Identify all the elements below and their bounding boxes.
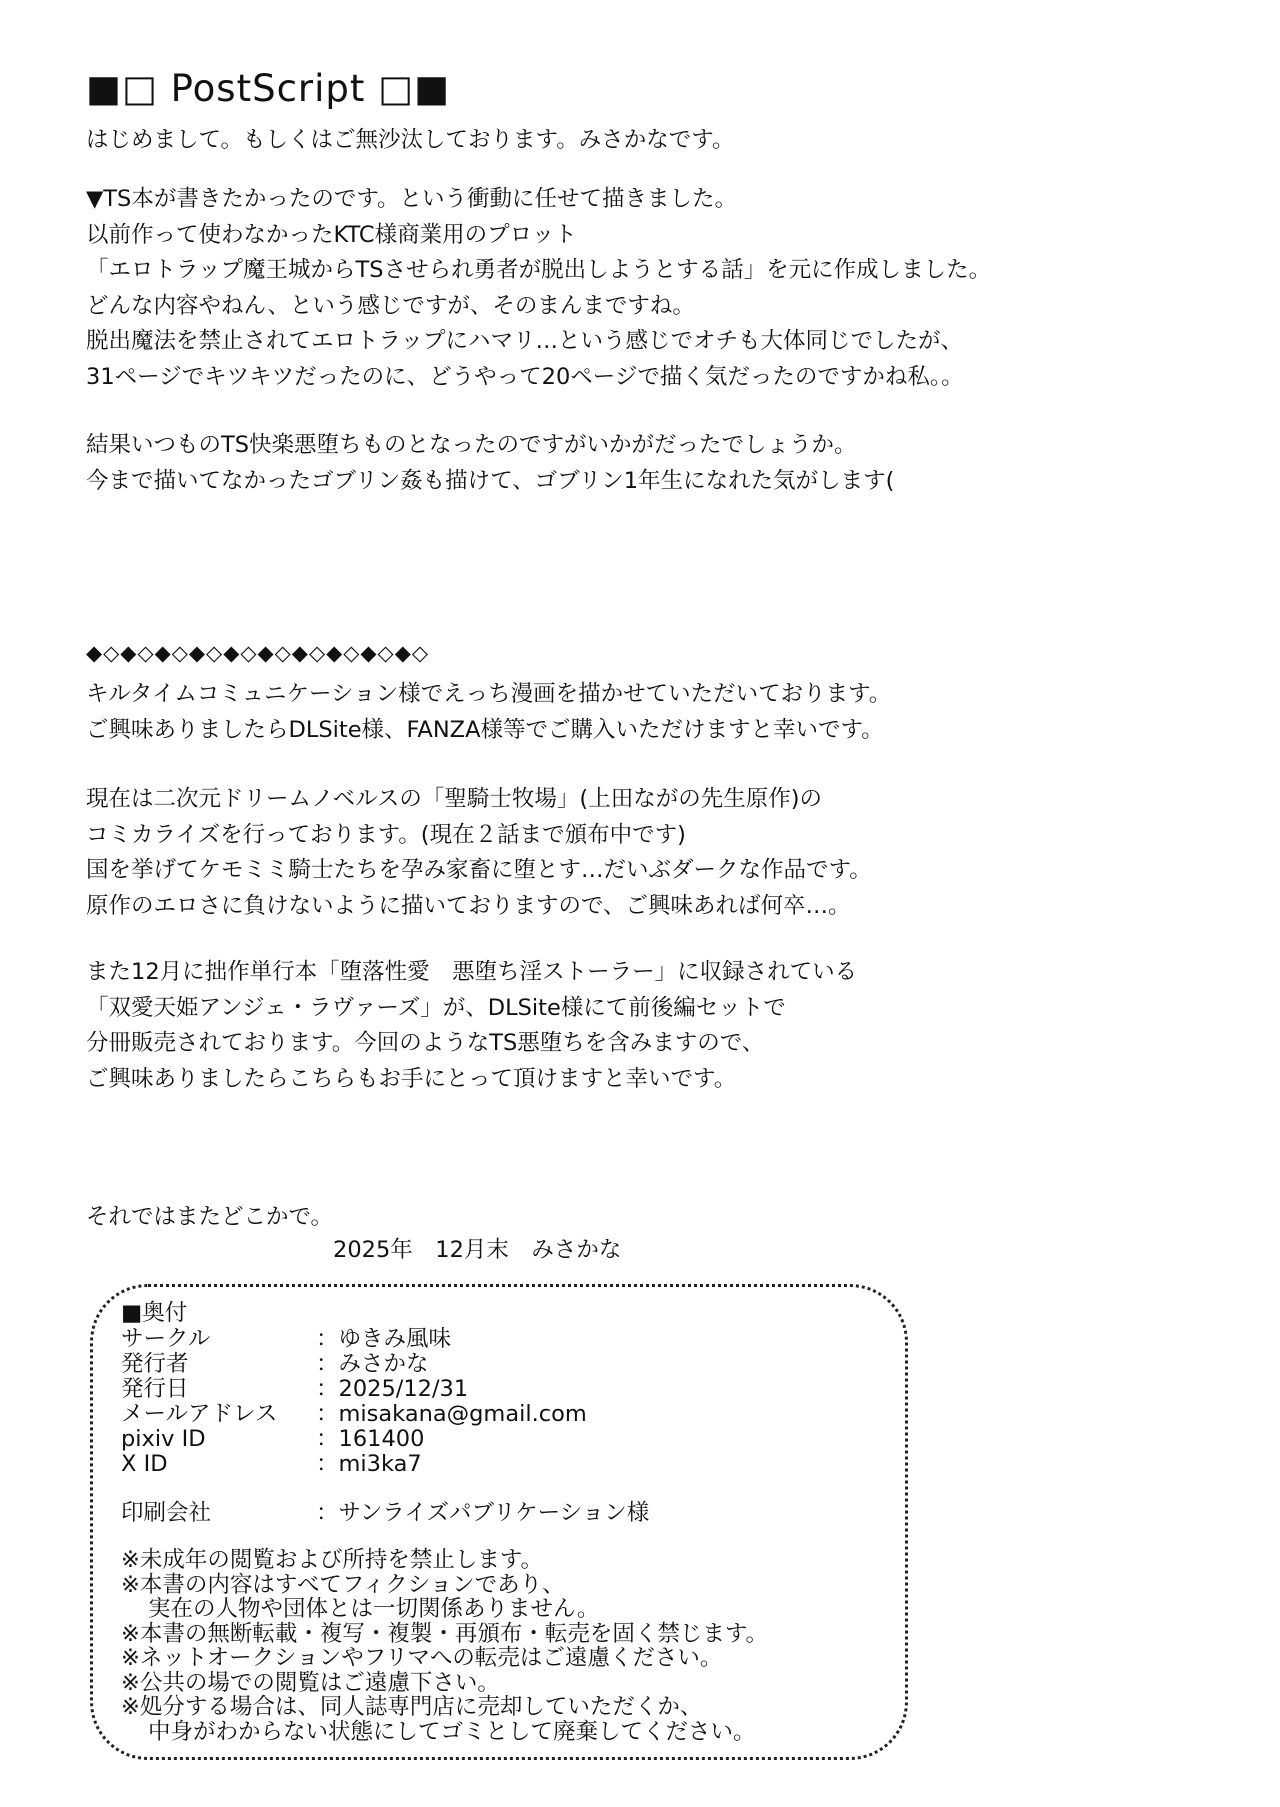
body-line: 「双愛天姫アンジェ・ラヴァーズ」が、DLSite様にて前後編セットで <box>86 994 786 1021</box>
collection-paragraph <box>86 955 857 1097</box>
result-paragraph <box>86 428 894 499</box>
intro-line: はじめまして。もしくはご無沙汰しております。みさかなです。 <box>86 127 735 153</box>
body-line: 結果いつものTS快楽悪堕ちものとなったのですがいかがだったでしょうか。 <box>86 432 857 458</box>
note-line: ※未成年の閲覧および所持を禁止します。 <box>121 1547 544 1573</box>
colophon-key: X ID <box>121 1451 168 1477</box>
body-line: 今まで描いてなかったゴブリン姦も描けて、ゴブリン1年生になれた気がします( <box>86 467 895 494</box>
colophon-key: 印刷会社 <box>121 1500 212 1526</box>
body-line: ▼TS本が書きたかったのです。という衝動に任せて描きました。 <box>86 186 738 212</box>
colophon-value: ：2025/12/31 <box>316 1376 469 1402</box>
motivation-paragraph <box>86 182 991 396</box>
body-line: また12月に拙作単行本「堕落性愛 悪堕ち淫ストーラー」に収録されている <box>86 959 858 985</box>
note-line: ※本書の内容はすべてフィクションであり、 <box>121 1571 565 1598</box>
colophon-key: メールアドレス <box>121 1401 278 1427</box>
note-line: ※ネットオークションやフリマへの転売はご遠慮ください。 <box>121 1645 723 1671</box>
closing-paragraph <box>86 1200 333 1236</box>
colophon-value: ：サンライズパブリケーション様 <box>316 1500 650 1526</box>
body-line: 31ページでキツキツだったのに、どうやって20ページで描く気だったのですかね私。。 <box>86 363 964 390</box>
body-line: どんな内容やねん、という感じですが、そのまんまですね。 <box>86 292 695 319</box>
note-line: ※処分する場合は、同人誌専門店に売却していただくか、 <box>121 1694 703 1720</box>
colophon-value: ：みさかな <box>316 1351 429 1377</box>
body-line: 分冊販売されております。今回のようなTS悪堕ちを含みますので、 <box>86 1030 765 1057</box>
note-line: 中身がわからない状態にしてゴミとして廃棄してください。 <box>148 1718 756 1745</box>
colophon-value: ：161400 <box>316 1426 425 1452</box>
diamond-divider: ◆◇◆◇◆◇◆◇◆◇◆◇◆◇◆◇◆◇◆◇ <box>86 641 429 665</box>
body-line: 原作のエロさに負けないように描いておりますので、ご興味あれば何卒…。 <box>86 892 851 919</box>
body-line: キルタイムコミュニケーション様でえっち漫画を描かせていただいております。 <box>86 681 892 707</box>
body-line: ご興味ありましたらこちらもお手にとって頂けますと幸いです。 <box>86 1065 737 1092</box>
colophon-key: サークル <box>121 1326 211 1352</box>
colophon-key: 発行日 <box>121 1376 189 1402</box>
colophon-heading: ■奥付 <box>121 1300 188 1326</box>
body-line: 国を挙げてケモミミ騎士たちを孕み家畜に堕とす…だいぶダークな作品です。 <box>86 857 872 884</box>
colophon-key: pixiv ID <box>121 1426 206 1452</box>
publisher-paragraph <box>86 677 891 748</box>
body-line: 「エロトラップ魔王城からTSさせられ勇者が脱出しようとする話」を元に作成しました。 <box>86 257 992 284</box>
body-line: 以前作って使わなかったKTC様商業用のプロット <box>86 221 577 248</box>
current-work-paragraph <box>86 782 872 924</box>
note-line: ※公共の場での閲覧はご遠慮下さい。 <box>121 1669 500 1696</box>
signature-line: 2025年 12月末 みさかな <box>333 1237 622 1263</box>
note-line: ※本書の無断転載・複写・複製・再頒布・転売を固く禁じます。 <box>121 1620 769 1647</box>
colophon-value: ：misakana@gmail.com <box>316 1401 587 1427</box>
colophon-value: ：mi3ka7 <box>316 1451 422 1477</box>
body-line: 現在は二次元ドリームノベルスの「聖騎士牧場」(上田ながの先生原作)の <box>86 786 822 812</box>
colophon-notes <box>121 1548 768 1744</box>
body-line: 脱出魔法を禁止されてエロトラップにハマリ…という感じでオチも大体同じでしたが、 <box>86 328 964 355</box>
page-title: ■□ PostScript □■ <box>86 67 451 110</box>
body-line: コミカライズを行っております。(現在２話まで頒布中です) <box>86 821 686 848</box>
colophon-value: ：ゆきみ風味 <box>316 1326 452 1352</box>
body-line: ご興味ありましたらDLSite様、FANZA様等でご購入いただけますと幸いです。 <box>86 716 884 743</box>
intro-paragraph <box>86 123 734 159</box>
closing-line: それではまたどこかで。 <box>86 1204 334 1230</box>
colophon-key: 発行者 <box>121 1351 189 1377</box>
note-line: 実在の人物や団体とは一切関係ありません。 <box>148 1596 600 1622</box>
